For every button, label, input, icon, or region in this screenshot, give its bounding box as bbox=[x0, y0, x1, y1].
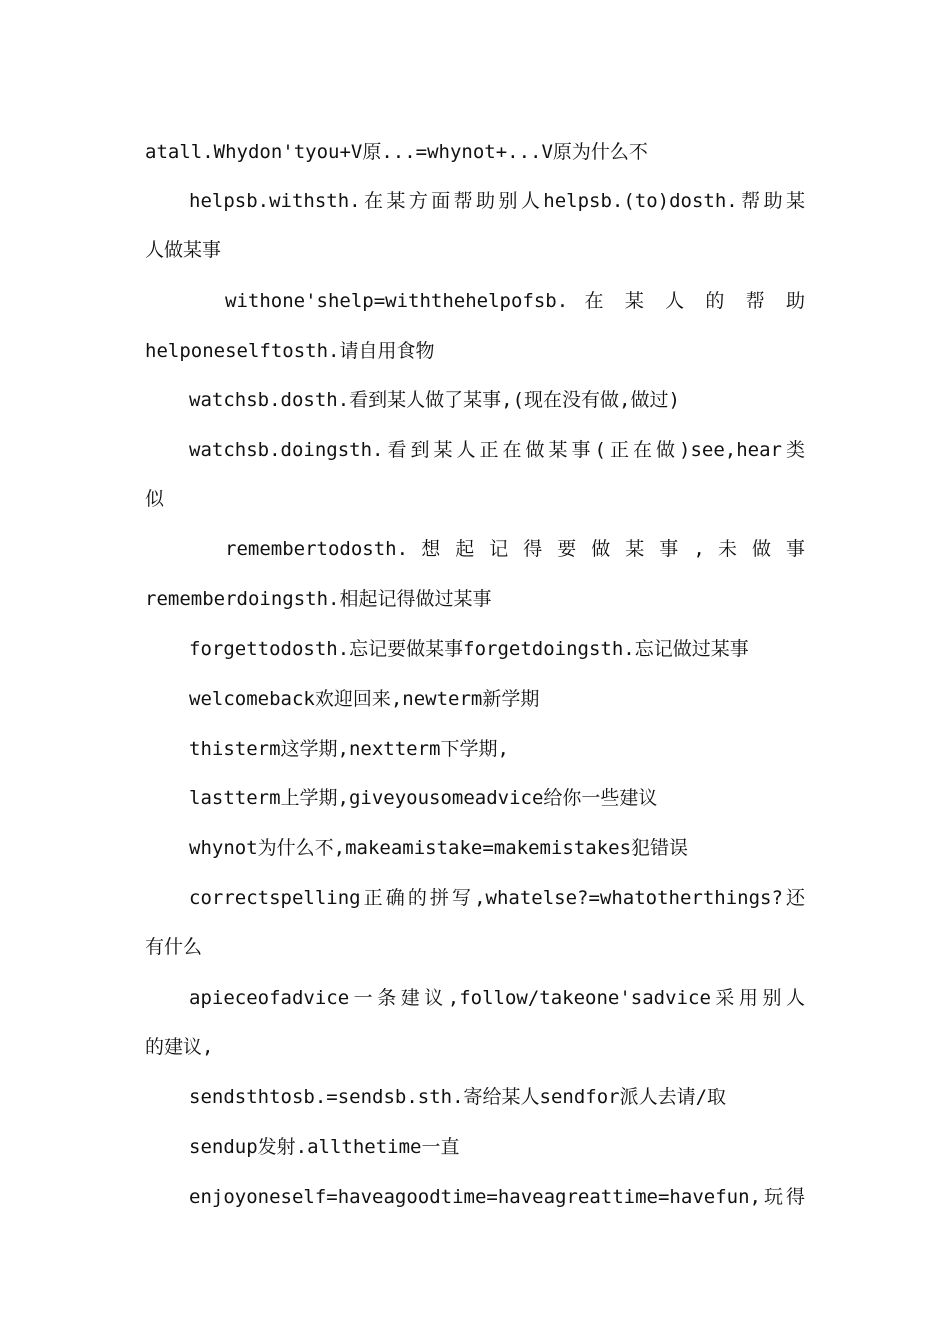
text-line: forgettodosth.忘记要做某事forgetdoingsth.忘记做过某事 bbox=[189, 638, 749, 660]
text-line: 似 bbox=[145, 488, 165, 510]
text-line: whynot为什么不,makeamistake=makemistakes犯错误 bbox=[189, 837, 689, 859]
text-line: 人做某事 bbox=[145, 239, 222, 261]
text-line: remembertodosth. 想 起 记 得 要 做 某 事 , 未 做 事 bbox=[225, 538, 805, 560]
text-line: 的建议, bbox=[145, 1036, 214, 1058]
text-line: watchsb.dosth.看到某人做了某事,(现在没有做,做过) bbox=[189, 389, 680, 411]
text-line: thisterm这学期,nextterm下学期, bbox=[189, 738, 509, 760]
text-line: watchsb.doingsth.看到某人正在做某事(正在做)see,hear类 bbox=[189, 439, 805, 461]
text-line: correctspelling正确的拼写,whatelse?=whatotherthings?还 bbox=[189, 887, 805, 909]
text-line: lastterm上学期,giveyousomeadvice给你一些建议 bbox=[189, 787, 658, 809]
text-line: rememberdoingsth.相起记得做过某事 bbox=[145, 588, 492, 610]
text-line: apieceofadvice一条建议,follow/takeone'sadvice采用别人 bbox=[189, 987, 805, 1009]
text-line: withone'shelp=withthehelpofsb. 在 某 人 的 帮 助 bbox=[225, 290, 805, 312]
text-line: helponeselftosth.请自用食物 bbox=[145, 340, 435, 362]
text-line: atall.Whydon'tyou+V原...=whynot+...V原为什么不 bbox=[145, 141, 648, 163]
text-line: welcomeback欢迎回来,newterm新学期 bbox=[189, 688, 540, 710]
text-line: sendup发射.allthetime一直 bbox=[189, 1136, 460, 1158]
text-line: enjoyoneself=haveagoodtime=haveagreattime=havefun,玩得 bbox=[189, 1186, 805, 1208]
text-line: sendsthtosb.=sendsb.sth.寄给某人sendfor派人去请/取 bbox=[189, 1086, 727, 1108]
text-line: 有什么 bbox=[145, 936, 203, 958]
text-line: helpsb.withsth.在某方面帮助别人helpsb.(to)dosth.帮助某 bbox=[189, 190, 805, 212]
